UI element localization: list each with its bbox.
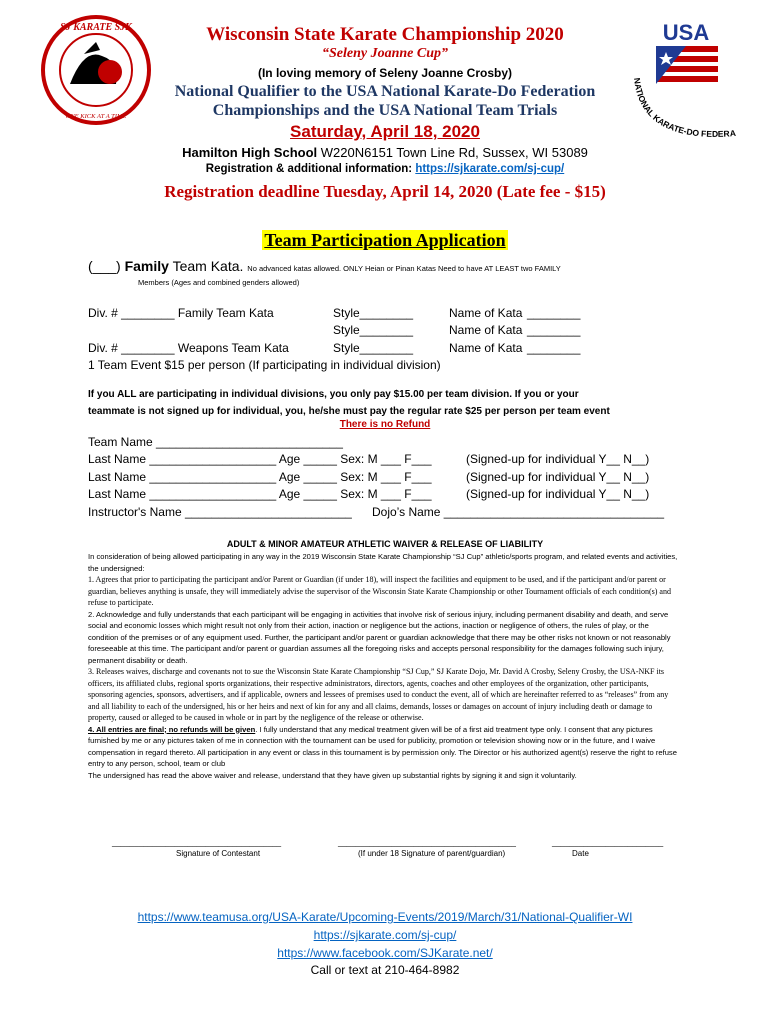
facebook-link[interactable]: https://www.facebook.com/SJKarate.net/	[277, 946, 493, 960]
footer-link-teamusa	[0, 910, 770, 924]
guardian-signature-line[interactable]: ________________________________________	[338, 838, 516, 847]
waiver-para-2: 2. Acknowledge and fully understands that each participant will be engaging in activities that involve risk of serious injury, including permanent disability and death, and serve social and economic losses which might result not only from their action, inaction or negligence but the actions, inaction or negligence of others, the rules of play, or the condition of the premises or of any equipment used. Further, the participant and/or parent or guardian acknowledge that there may be other risks not known or not reasonably foreseeable at this time. The participant and/or parent or guardian assumes all the foregoing risks and accepts personal responsibility for the damages following such injury, permanent disability or death.	[88, 609, 671, 665]
style-field-2[interactable]: Style________	[333, 323, 414, 337]
kata-field-2[interactable]: ________	[527, 323, 581, 337]
member-row-3-signed[interactable]: (Signed-up for individual Y__ N__)	[466, 487, 650, 501]
family-bold: Family	[124, 258, 169, 274]
registration-link[interactable]: https://sjkarate.com/sj-cup/	[415, 163, 565, 175]
note-line-1: If you ALL are participating in individual divisions, you only pay $15.00 per team division. If you or your	[88, 389, 579, 400]
kata-field-3[interactable]: ________	[527, 341, 581, 355]
logo-right-usa-text: USA	[662, 20, 710, 45]
form-title	[0, 230, 770, 251]
venue-address: W220N6151 Town Line Rd, Sussex, WI 53089	[317, 145, 588, 160]
family-team-kata-line	[88, 258, 561, 274]
family-checkbox[interactable]: (___)	[88, 258, 121, 274]
no-refund-text: There is no Refund	[339, 419, 431, 430]
memory-line: (In loving memory of Seleny Joanne Crosby)	[257, 66, 513, 80]
kata-label-1: Name of Kata	[449, 306, 523, 320]
waiver-closing: The undersigned has read the above waiver and release, understand that they have given up substantial rights by signing it and sign it voluntarily.	[88, 770, 577, 780]
venue-line	[0, 145, 770, 160]
date-label: Date	[572, 849, 589, 858]
event-date: Saturday, April 18, 2020	[290, 122, 480, 141]
team-name-field[interactable]: Team Name ____________________________	[88, 435, 343, 449]
waiver-para-4-rest: . I fully understand that any medical treatment given will be of a first aid treatment type only. I consent that any pictures furnished by me or any pictures taken of me in connection with the tournament can be used for publicity, promotion or television showing now or in the future, and I waive compensation in regard thereto. All participation in any event or class in this tournament is by permission only. The Director or his authorized agent(s) reserve the right to refuse entry to any person, school, team or club	[88, 724, 677, 768]
dojo-name-field[interactable]: Dojo’s Name _________________________________	[372, 505, 665, 519]
waiver-para-1: 1. Agrees that prior to participating the participant and/or Parent or Guardian (if under 18), will inspect the facilities and equipment to be used, and if the participant and/or parent or guardian, believes anything is unsafe, they will immediately advise the supervisor of the Wisconsin State Karate Championship or other Tournament officials of each condition(s) and refuse to participate.	[88, 575, 671, 607]
member-row-2[interactable]: Last Name ___________________ Age _____ Sex: M ___ F___	[88, 470, 432, 484]
logo-left-top-text: SJ KARATE SJK	[60, 22, 132, 33]
style-field-3[interactable]: Style________	[333, 341, 414, 355]
family-note-2: Members (Ages and combined genders allowed)	[138, 278, 300, 287]
qualifier-line-2: Championships and the USA National Team Trials	[212, 102, 558, 119]
qualifier-line-1: National Qualifier to the USA National Karate-Do Federation	[174, 83, 596, 100]
note-line-2: teammate is not signed up for individual, you, he/she must pay the regular rate $25 per person per team event	[88, 406, 610, 417]
guardian-signature-label: (If under 18 Signature of parent/guardian)	[358, 849, 506, 858]
event-title: Wisconsin State Karate Championship 2020	[206, 24, 564, 45]
date-signature-line[interactable]: _________________________	[552, 838, 664, 847]
qualifier-heading	[0, 82, 770, 120]
kata-label-2: Name of Kata	[449, 323, 523, 337]
kata-label-3: Name of Kata	[449, 341, 523, 355]
contestant-signature-label: Signature of Contestant	[176, 849, 261, 858]
venue-name: Hamilton High School	[182, 145, 318, 160]
instructor-name-field[interactable]: Instructor's Name _________________________	[88, 505, 352, 519]
no-refund-notice	[0, 419, 770, 430]
family-note-1: No advanced katas allowed. ONLY Heian or Pinan Katas Need to have AT LEAST two FAMILY	[247, 264, 561, 273]
member-row-1-signed[interactable]: (Signed-up for individual Y__ N__)	[466, 452, 650, 466]
waiver-para-4	[88, 724, 680, 770]
footer-link-facebook	[0, 946, 770, 960]
cup-name: “Seleny Joanne Cup”	[321, 46, 448, 61]
member-row-1[interactable]: Last Name ___________________ Age _____ Sex: M ___ F___	[88, 452, 432, 466]
style-field-1[interactable]: Style________	[333, 306, 414, 320]
member-row-3[interactable]: Last Name ___________________ Age _____ Sex: M ___ F___	[88, 487, 432, 501]
contact-line: Call or text at 210-464-8982	[310, 963, 460, 977]
logo-right-arc-text: NATIONAL KARATE-DO FEDERA	[631, 77, 736, 139]
contestant-signature-line[interactable]: ______________________________________	[112, 838, 282, 847]
fee-line: 1 Team Event $15 per person (If participating in individual division)	[88, 358, 441, 372]
family-rest: Team Kata.	[168, 258, 244, 274]
waiver-body	[88, 551, 680, 781]
member-row-2-signed[interactable]: (Signed-up for individual Y__ N__)	[466, 470, 650, 484]
registration-line	[0, 163, 770, 175]
div-family-field[interactable]: Div. # ________ Family Team Kata	[88, 306, 274, 320]
waiver-title: ADULT & MINOR AMATEUR ATHLETIC WAIVER & RELEASE OF LIABILITY	[226, 539, 544, 549]
footer-link-sjcup	[0, 928, 770, 942]
kata-field-1[interactable]: ________	[527, 306, 581, 320]
div-weapons-field[interactable]: Div. # ________ Weapons Team Kata	[88, 341, 289, 355]
form-title-text: Team Participation Application	[264, 230, 506, 250]
waiver-intro: In consideration of being allowed participating in any way in the 2019 Wisconsin State Karate Championship “SJ Cup” athletic/sports program, and related events and activities, the undersigned:	[88, 552, 678, 573]
waiver-para-3: 3. Releases waives, discharge and covenants not to sue the Wisconsin State Karate Championship “SJ Cup,” SJ Karate Dojo, Mr. David A Crosby, Seleny Crosby, the USA-NKF its officers, its affiliated clubs, regional sports organizations, their respective administrators, directors, agents, coaches and other employees of the organization, other participants, sponsoring agencies, sponsors, advertisers, and if applicable, owners and lessees of premises used to conduct the event, all of which are hereinafter referred to as “releases” from any and all liability to each of the undersigned, his or her heirs and next of kin for any and all claims, demands, losses or damages on account of injury including death or damage to property, caused or alleged to be caused in whole or in part by the negligence of the release or otherwise.	[88, 667, 669, 722]
registration-label: Registration & additional information:	[205, 163, 416, 175]
logo-left-bottom-text: ONE KICK AT A TIME	[65, 113, 127, 120]
teamusa-link[interactable]: https://www.teamusa.org/USA-Karate/Upcoming-Events/2019/March/31/National-Qualifier-WI	[137, 910, 633, 924]
sjcup-link[interactable]: https://sjkarate.com/sj-cup/	[313, 928, 457, 942]
registration-deadline: Registration deadline Tuesday, April 14, 2020 (Late fee - $15)	[164, 182, 606, 201]
waiver-para-4-bold: 4. All entries are final; no refunds will be given	[88, 724, 256, 734]
